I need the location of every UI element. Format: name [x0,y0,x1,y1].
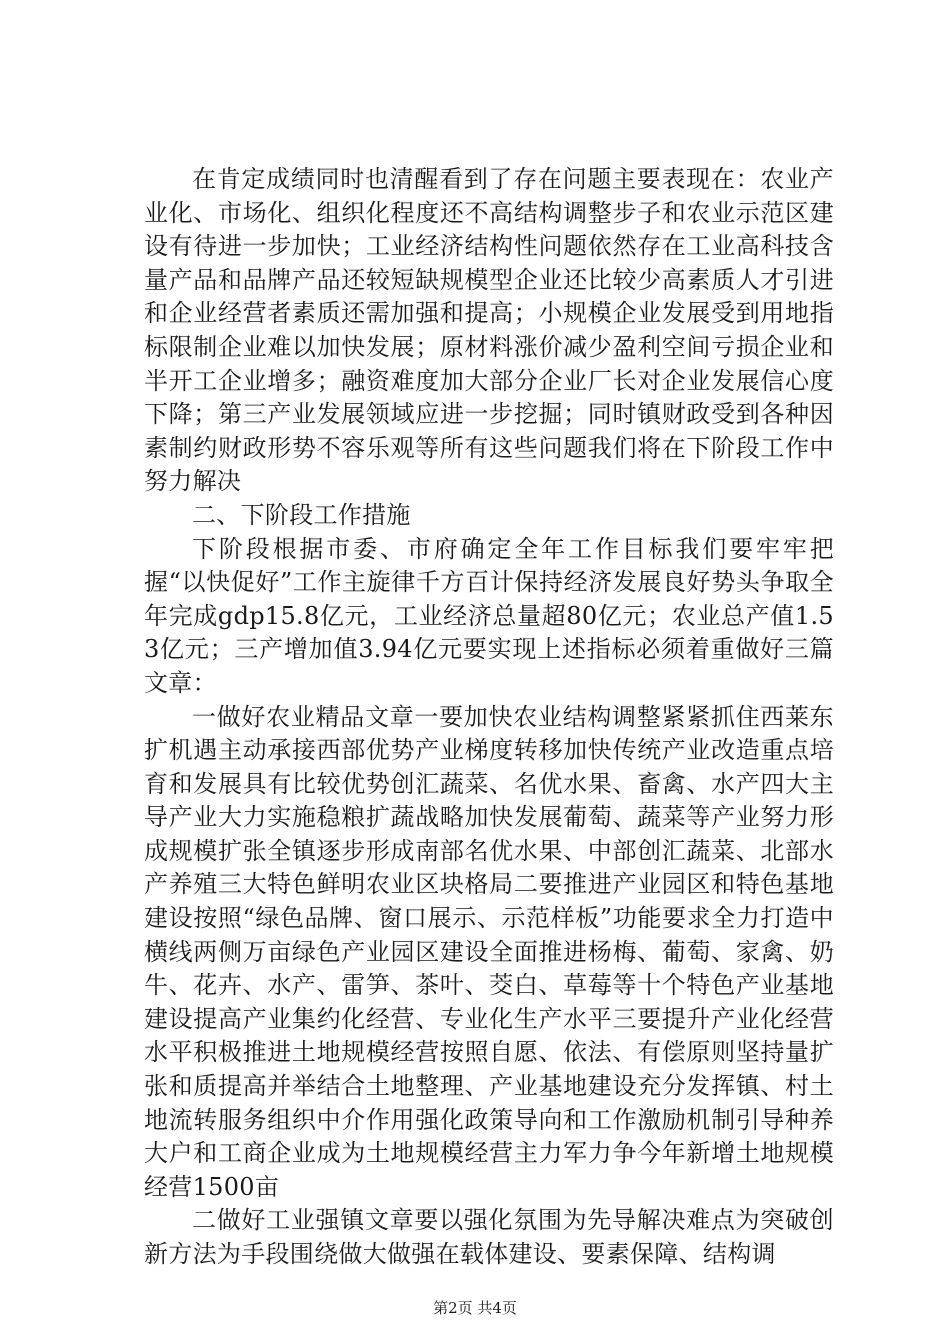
document-body [144,163,834,1272]
page-footer: 第2页 共4页 [433,1299,517,1317]
paragraph-targets: 下阶段根据市委、市府确定全年工作目标我们要牢牢把握“以快促好”工作主旋律千方百计保持经济发展良好势头争取全年完成gdp15.8亿元，工业经济总量超80亿元；农业总产值1.53亿元；三产增加值3.94亿元要实现上述指标必须着重做好三篇文章： [144,534,834,697]
paragraph-problems: 在肯定成绩同时也清醒看到了存在问题主要表现在：农业产业化、市场化、组织化程度还不高结构调整步子和农业示范区建设有待进一步加快；工业经济结构性问题依然存在工业高科技含量产品和品牌产品还较短缺规模型企业还比较少高素质人才引进和企业经营者素质还需加强和提高；小规模企业发展受到用地指标限制企业难以加快发展；原材料涨价减少盈利空间亏损企业和半开工企业增多；融资难度加大部分企业厂长对企业发展信心度下降；第三产业发展领域应进一步挖掘；同时镇财政受到各种因素制约财政形势不容乐观等所有这些问题我们将在下阶段工作中努力解决 [144,165,834,496]
section-heading-next-stage: 二、下阶段工作措施 [192,500,411,529]
paragraph-industry: 二做好工业强镇文章要以强化氛围为先导解决难点为突破创新方法为手段围绕做大做强在载体建设、要素保障、结构调 [144,1206,834,1268]
paragraph-agriculture: 一做好农业精品文章一要加快农业结构调整紧紧抓住西莱东扩机遇主动承接西部优势产业梯度转移加快传统产业改造重点培育和发展具有比较优势创汇蔬菜、名优水果、畜禽、水产四大主导产业大力实施稳粮扩蔬战略加快发展葡萄、蔬菜等产业努力形成规模扩张全镇逐步形成南部名优水果、中部创汇蔬菜、北部水产养殖三大特色鲜明农业区块格局二要推进产业园区和特色基地建设按照“绿色品牌、窗口展示、示范样板”功能要求全力打造中横线两侧万亩绿色产业园区建设全面推进杨梅、葡萄、家禽、奶牛、花卉、水产、雷笋、茶叶、茭白、草莓等十个特色产业基地建设提高产业集约化经营、专业化生产水平三要提升产业化经营水平积极推进土地规模经营按照自愿、依法、有偿原则坚持量扩张和质提高并举结合土地整理、产业基地建设充分发挥镇、村土地流转服务组织中介作用强化政策导向和工作激励机制引导种养大户和工商企业成为土地规模经营主力军力争今年新增土地规模经营1500亩 [144,702,834,1201]
